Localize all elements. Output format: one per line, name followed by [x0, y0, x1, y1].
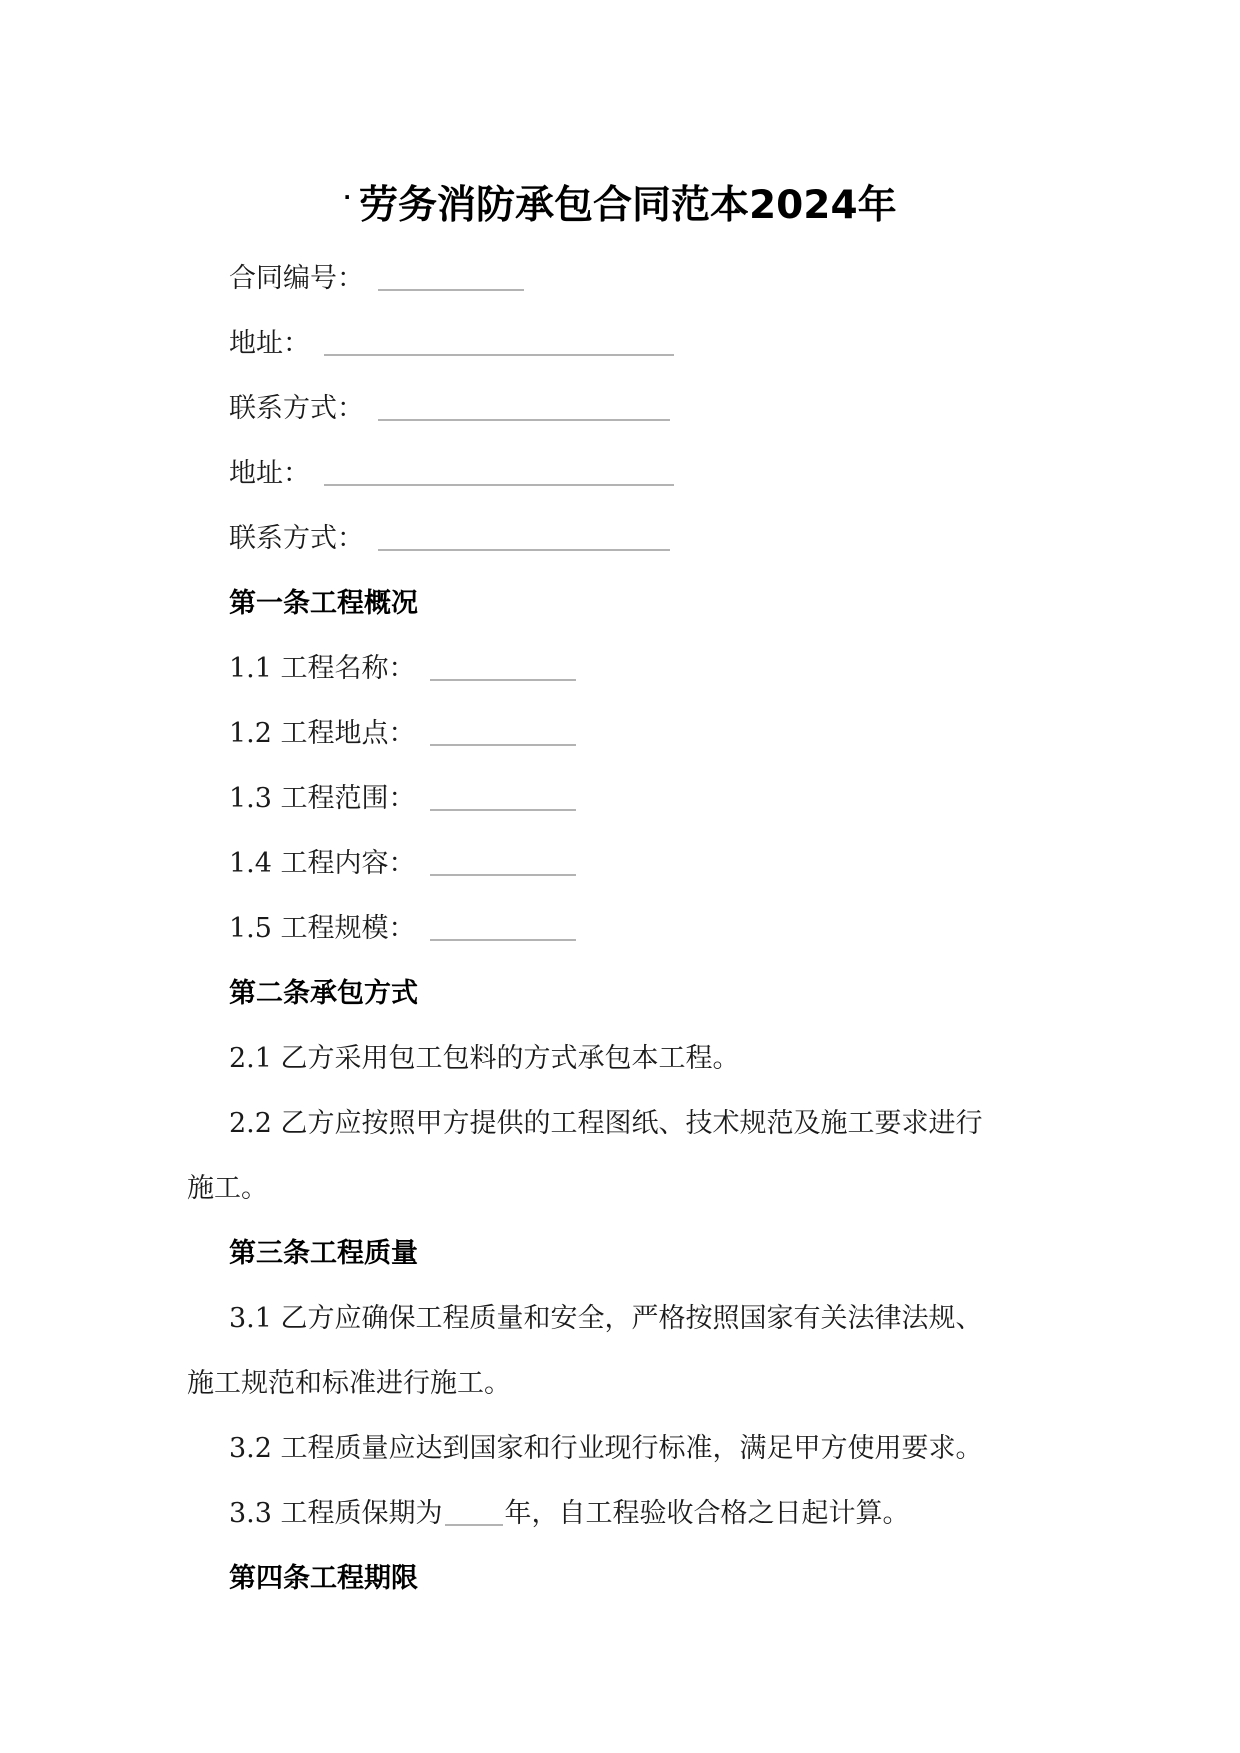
- address-blank-2[interactable]: [324, 454, 674, 486]
- project-location-field: [229, 714, 1099, 754]
- clause-3-1-line-2: 施工规范和标准进行施工。: [187, 1368, 511, 1399]
- title-text: 劳务消防承包合同范本2024年: [359, 183, 897, 228]
- project-scale-field: [229, 909, 1099, 949]
- clause-3-1-line-1: 3.1 乙方应确保工程质量和安全，严格按照国家有关法律法规、: [229, 1303, 983, 1334]
- project-content-field: [229, 844, 1099, 884]
- warranty-years-blank[interactable]: [445, 1494, 503, 1526]
- field-label: 1.5 工程规模：: [229, 913, 416, 944]
- contact-blank-2[interactable]: [378, 519, 670, 551]
- field-label: 1.2 工程地点：: [229, 718, 416, 749]
- contract-number-field: [229, 259, 1099, 299]
- address-field-2: [229, 454, 1099, 494]
- section-3-heading: 第三条工程质量: [229, 1238, 418, 1269]
- contact-field-2: [229, 519, 1099, 559]
- address-blank-1[interactable]: [324, 324, 674, 356]
- clause-3-2: 3.2 工程质量应达到国家和行业现行标准，满足甲方使用要求。: [229, 1433, 983, 1464]
- clause-3-3-after: 年，自工程验收合格之日起计算。: [504, 1498, 910, 1529]
- project-scope-field: [229, 779, 1099, 819]
- project-name-field: [229, 649, 1099, 689]
- field-label: 地址：: [229, 458, 310, 489]
- project-content-blank[interactable]: [430, 844, 576, 876]
- section-1-heading: 第一条工程概况: [229, 588, 418, 619]
- clause-2-2-line-1: 2.2 乙方应按照甲方提供的工程图纸、技术规范及施工要求进行: [229, 1108, 983, 1139]
- field-label: 1.4 工程内容：: [229, 848, 416, 879]
- contract-number-blank[interactable]: [378, 259, 524, 291]
- project-scale-blank[interactable]: [430, 909, 576, 941]
- field-label: 地址：: [229, 328, 310, 359]
- clause-3-3-before: 3.3 工程质保期为: [229, 1498, 443, 1529]
- title-mark: ·: [343, 185, 352, 209]
- project-location-blank[interactable]: [430, 714, 576, 746]
- contact-field-1: [229, 389, 1099, 429]
- clause-2-2-line-2: 施工。: [187, 1173, 268, 1204]
- clause-3-3: [229, 1494, 1099, 1534]
- contact-blank-1[interactable]: [378, 389, 670, 421]
- address-field-1: [229, 324, 1099, 364]
- field-label: 联系方式：: [229, 393, 364, 424]
- field-label: 1.1 工程名称：: [229, 653, 416, 684]
- project-scope-blank[interactable]: [430, 779, 576, 811]
- field-label: 1.3 工程范围：: [229, 783, 416, 814]
- field-label: 联系方式：: [229, 523, 364, 554]
- clause-2-1: 2.1 乙方采用包工包料的方式承包本工程。: [229, 1043, 740, 1074]
- section-2-heading: 第二条承包方式: [229, 978, 418, 1009]
- field-label: 合同编号：: [229, 263, 364, 294]
- project-name-blank[interactable]: [430, 649, 576, 681]
- document-title: [0, 170, 1240, 233]
- section-4-heading: 第四条工程期限: [229, 1563, 418, 1594]
